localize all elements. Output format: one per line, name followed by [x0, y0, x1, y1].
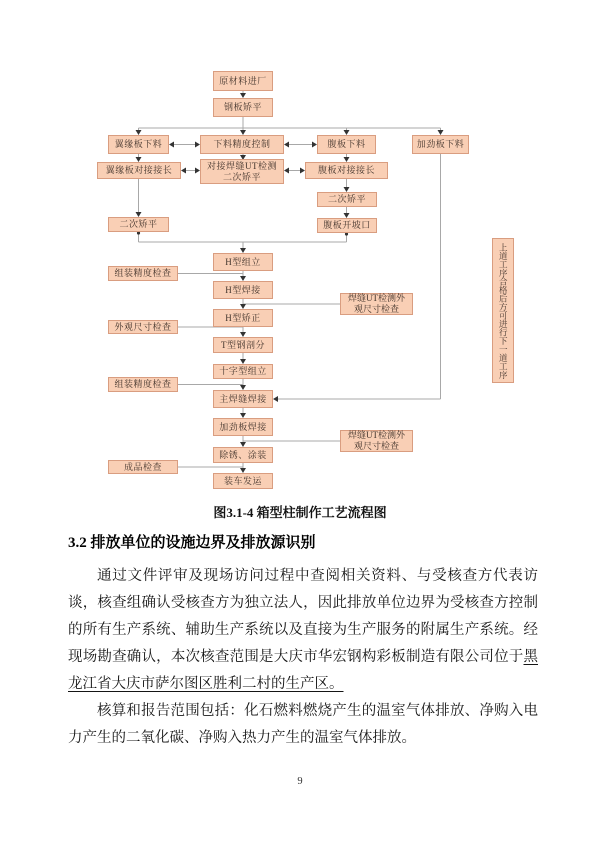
- process-flowchart: [0, 60, 600, 505]
- flow-node-stiffener-welding: 加劲板焊接: [213, 418, 273, 436]
- flow-node-raw-material-in: 原材料进厂: [213, 71, 273, 91]
- flow-node-secondary-flattening-web: 二次矫平: [317, 192, 377, 207]
- flow-node-assembly-precision-check-1: 组装精度检查: [108, 266, 178, 281]
- flow-node-h-welding: H型焊接: [213, 281, 273, 299]
- body-text: [68, 563, 538, 752]
- flow-side-note-quality-gate: 上道工序合格后方可进行下一道工序: [492, 238, 514, 383]
- page-number: 9: [297, 776, 303, 787]
- underlined-location-text: 黑龙江省大庆市萨尔图区胜利二村的生产区。: [68, 649, 538, 692]
- flow-node-loading-shipping: 装车发运: [213, 473, 273, 489]
- flow-node-weld-ut-check-1: 焊缝UT检测外观尺寸检查: [340, 293, 413, 315]
- body-paragraph-2: 核算和报告范围包括：化石燃料燃烧产生的温室气体排放、净购入电力产生的二氧化碳、净购入热力产生的温室气体排放。: [68, 703, 538, 746]
- flow-node-web-beveling: 腹板开坡口: [317, 218, 377, 233]
- figure-caption: 图3.1-4 箱型柱制作工艺流程图: [213, 505, 387, 520]
- flow-node-butt-weld-ut-check: 对接焊缝UT检测二次矫平: [200, 159, 284, 184]
- flow-node-flange-cutting: 翼缘板下料: [108, 135, 169, 154]
- flow-node-flange-splicing: 翼缘板对接接长: [97, 162, 181, 179]
- flow-node-stiffener-cutting: 加劲板下料: [412, 135, 469, 154]
- flow-node-t-steel-splitting: T型钢剖分: [213, 337, 273, 353]
- flow-node-appearance-size-check: 外观尺寸检查: [108, 320, 178, 334]
- flow-node-h-assembly: H型组立: [213, 253, 273, 271]
- flow-node-plate-flattening: 钢板矫平: [213, 98, 273, 117]
- flow-node-weld-ut-check-2: 焊缝UT检测外观尺寸检查: [340, 430, 413, 452]
- flow-node-main-weld-welding: 主焊缝焊接: [213, 390, 273, 408]
- flow-node-finished-product-inspection: 成品检查: [108, 460, 178, 474]
- body-paragraph-1: [68, 563, 538, 698]
- flow-node-web-cutting: 腹板下料: [317, 135, 376, 154]
- flow-node-secondary-flattening-flange: 二次矫平: [108, 217, 169, 232]
- flow-node-cross-assembly: 十字型组立: [213, 364, 273, 379]
- flow-node-h-straightening: H型矫正: [213, 309, 273, 327]
- flow-node-derusting-painting: 除锈、涂装: [213, 447, 273, 463]
- flow-node-web-splicing: 腹板对接接长: [305, 162, 388, 179]
- paragraph-1-text: 通过文件评审及现场访问过程中查阅相关资料、与受核查方代表访谈，核查组确认受核查方为独立法人，因此排放单位边界为受核查方控制的所有生产系统、辅助生产系统以及直接为生产服务的附属生产系统。经现场勘查确认，本次核查范围是大庆市华宏钢构彩板制造有限公司位于: [68, 568, 538, 665]
- flow-node-assembly-precision-check-2: 组装精度检查: [108, 377, 178, 392]
- section-heading: 3.2 排放单位的设施边界及排放源识别: [68, 535, 316, 551]
- flow-node-cutting-precision-control: 下料精度控制: [200, 135, 284, 154]
